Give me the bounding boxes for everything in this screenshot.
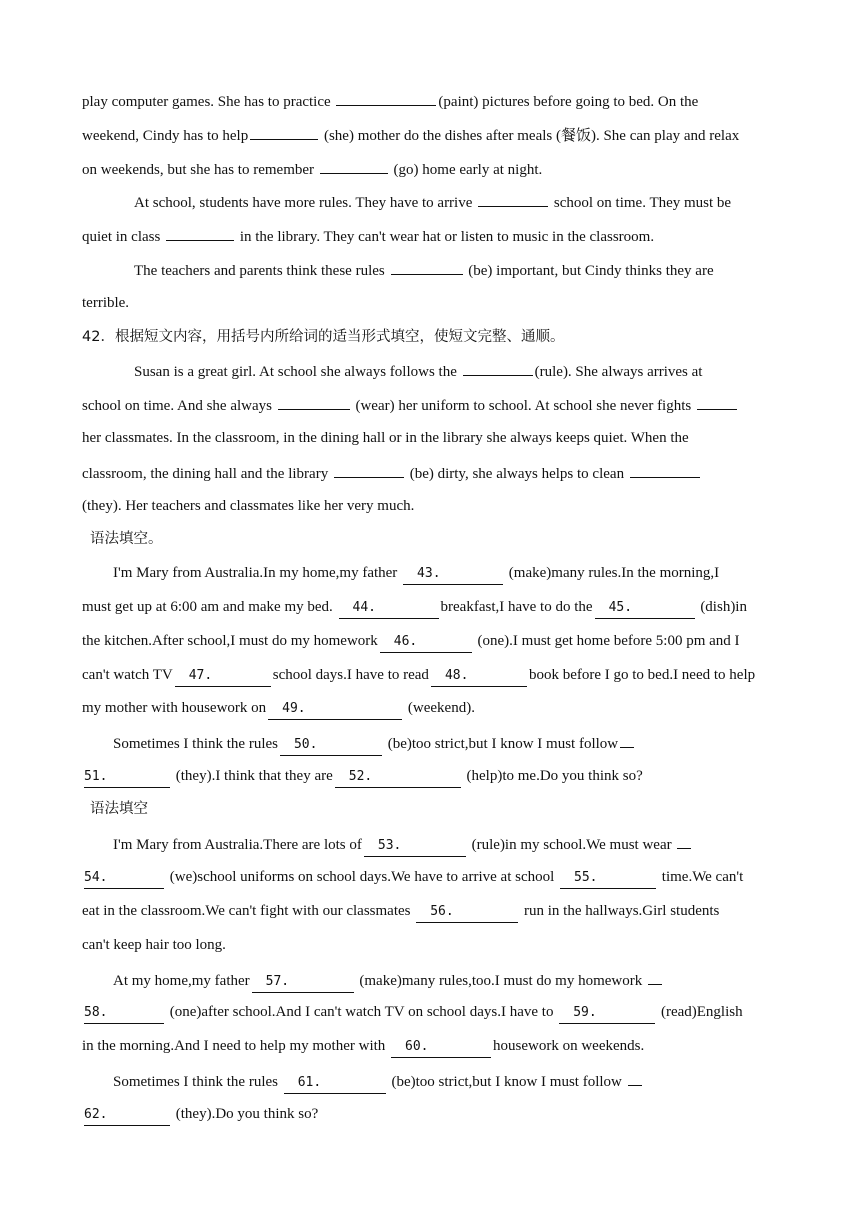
s3-line-4: can't keep hair too long. bbox=[82, 937, 226, 953]
q42-line-5: (they). Her teachers and classmates like her very much. bbox=[82, 498, 415, 514]
q42-line-2: school on time. And she always (wear) her uniform to school. At school she never fights bbox=[82, 394, 782, 416]
s2-line-1: I'm Mary from Australia.In my home,my father 43. (make)many rules.In the morning,I bbox=[113, 563, 813, 585]
s2-line-5: my mother with housework on 49. (weekend). bbox=[82, 698, 782, 720]
s2-line-4: can't watch TV 47. school days.I have to read 48. book before I go to bed.I need to help bbox=[82, 665, 782, 687]
answer-blank[interactable] bbox=[478, 191, 548, 207]
s2-line-3: the kitchen.After school,I must do my homework 46. (one).I must get home before 5:00 pm and I bbox=[82, 631, 782, 653]
answer-blank-62-start[interactable] bbox=[628, 1070, 642, 1086]
answer-blank-52[interactable]: 52. bbox=[335, 766, 461, 788]
q42-line-4: classroom, the dining hall and the library (be) dirty, she always helps to clean bbox=[82, 462, 782, 484]
answer-blank[interactable] bbox=[278, 394, 350, 410]
answer-blank-58-start[interactable] bbox=[648, 969, 662, 985]
p41-line-6: The teachers and parents think these rules (be) important, but Cindy thinks they are bbox=[134, 259, 834, 281]
answer-blank-59[interactable]: 59. bbox=[559, 1002, 655, 1024]
answer-blank-58[interactable]: 58. bbox=[84, 1002, 164, 1024]
p41-line-7: terrible. bbox=[82, 295, 130, 311]
s3-line-1: I'm Mary from Australia.There are lots of 53. (rule)in my school.We must wear bbox=[113, 833, 813, 857]
answer-blank-51-start[interactable] bbox=[620, 732, 634, 748]
answer-blank[interactable] bbox=[320, 158, 388, 174]
answer-blank-55[interactable]: 55. bbox=[560, 867, 656, 889]
s3-line-7: in the morning.And I need to help my mother with 60. housework on weekends. bbox=[82, 1036, 782, 1058]
answer-blank-61[interactable]: 61. bbox=[284, 1072, 386, 1094]
answer-blank-50[interactable]: 50. bbox=[280, 734, 382, 756]
answer-blank-44[interactable]: 44. bbox=[339, 597, 439, 619]
answer-blank[interactable] bbox=[391, 259, 463, 275]
answer-blank-47[interactable]: 47. bbox=[175, 665, 271, 687]
answer-blank-51[interactable]: 51. bbox=[84, 766, 170, 788]
answer-blank[interactable] bbox=[630, 462, 700, 478]
answer-blank-57[interactable]: 57. bbox=[252, 971, 354, 993]
answer-blank[interactable] bbox=[697, 394, 737, 410]
section3-heading: 语法填空 bbox=[90, 801, 148, 817]
p41-line-4: At school, students have more rules. They have to arrive school on time. They must be bbox=[134, 191, 834, 213]
answer-blank[interactable] bbox=[334, 462, 404, 478]
q42-line-1: Susan is a great girl. At school she always follows the (rule). She always arrives at bbox=[134, 360, 834, 382]
answer-blank-54-start[interactable] bbox=[677, 833, 691, 849]
p41-line-3: on weekends, but she has to remember (go) home early at night. bbox=[82, 158, 782, 180]
s2-line-6: Sometimes I think the rules 50. (be)too strict,but I know I must follow bbox=[113, 732, 813, 756]
answer-blank-62[interactable]: 62. bbox=[84, 1104, 170, 1126]
answer-blank[interactable] bbox=[336, 90, 436, 106]
answer-blank-49[interactable]: 49. bbox=[268, 698, 402, 720]
p41-line-2: weekend, Cindy has to help (she) mother do the dishes after meals (餐饭). She can play and relax bbox=[82, 124, 782, 146]
q42-line-3: her classmates. In the classroom, in the dining hall or in the library she always keeps quiet. When the bbox=[82, 430, 689, 446]
s2-line-7: 51. (they).I think that they are 52. (help)to me.Do you think so? bbox=[82, 766, 782, 788]
answer-blank-53[interactable]: 53. bbox=[364, 835, 466, 857]
answer-blank-60[interactable]: 60. bbox=[391, 1036, 491, 1058]
s3-line-8: Sometimes I think the rules 61. (be)too strict,but I know I must follow bbox=[113, 1070, 813, 1094]
s3-line-5: At my home,my father 57. (make)many rules,too.I must do my homework bbox=[113, 969, 813, 993]
answer-blank-56[interactable]: 56. bbox=[416, 901, 518, 923]
answer-blank[interactable] bbox=[250, 124, 318, 140]
answer-blank[interactable] bbox=[463, 360, 533, 376]
s2-line-2: must get up at 6:00 am and make my bed. 44. breakfast,I have to do the 45. (dish)in bbox=[82, 597, 782, 619]
section2-heading: 语法填空。 bbox=[90, 531, 163, 547]
p41-line-1: play computer games. She has to practice (paint) pictures before going to bed. On the bbox=[82, 90, 782, 112]
s3-line-3: eat in the classroom.We can't fight with our classmates 56. run in the hallways.Girl students bbox=[82, 901, 782, 923]
answer-blank[interactable] bbox=[166, 225, 234, 241]
s3-line-9: 62. (they).Do you think so? bbox=[82, 1104, 782, 1126]
s3-line-6: 58. (one)after school.And I can't watch TV on school days.I have to 59. (read)English bbox=[82, 1002, 782, 1024]
answer-blank-45[interactable]: 45. bbox=[595, 597, 695, 619]
answer-blank-46[interactable]: 46. bbox=[380, 631, 472, 653]
q42-heading: 42．根据短文内容，用括号内所给词的适当形式填空，使短文完整、通顺。 bbox=[82, 329, 565, 345]
s3-line-2: 54. (we)school uniforms on school days.We have to arrive at school 55. time.We can't bbox=[82, 867, 782, 889]
answer-blank-54[interactable]: 54. bbox=[84, 867, 164, 889]
answer-blank-48[interactable]: 48. bbox=[431, 665, 527, 687]
p41-line-5: quiet in class in the library. They can't wear hat or listen to music in the classroom. bbox=[82, 225, 782, 247]
answer-blank-43[interactable]: 43. bbox=[403, 563, 503, 585]
